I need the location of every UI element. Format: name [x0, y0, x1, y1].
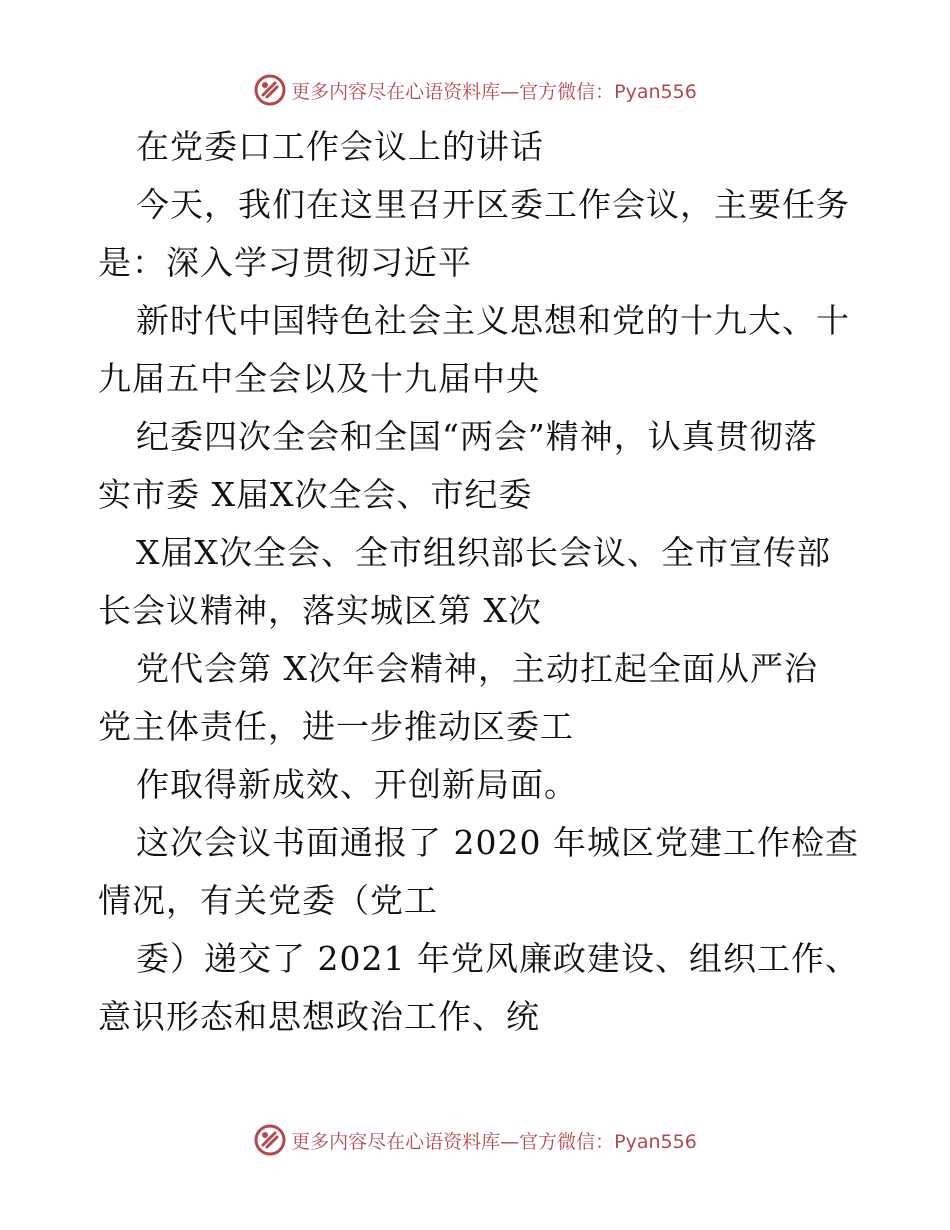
- document-body: [98, 118, 858, 1046]
- document-title: 在党委口工作会议上的讲话: [136, 127, 544, 166]
- text-line: 实市委 X届X次全会、市纪委: [98, 475, 533, 514]
- text-line: 纪委四次全会和全国“两会”精神，认真贯彻落: [136, 417, 818, 456]
- text-line: 委）递交了 2021 年党风廉政建设、组织工作、: [136, 939, 859, 978]
- text-line: 长会议精神，落实城区第 X次: [98, 591, 542, 630]
- text-line: 今天，我们在这里召开区委工作会议，主要任务: [136, 185, 850, 224]
- document-text: [98, 118, 858, 1046]
- text-line: 新时代中国特色社会主义思想和党的十九大、十: [136, 301, 850, 340]
- header-watermark: [0, 70, 950, 110]
- text-line: 作取得新成效、开创新局面。: [136, 765, 578, 804]
- text-line: 党主体责任，进一步推动区委工: [98, 707, 574, 746]
- text-line: 情况，有关党委（党工: [98, 881, 438, 920]
- text-line: 这次会议书面通报了 2020 年城区党建工作检查: [136, 823, 859, 862]
- text-line: 意识形态和思想政治工作、统: [98, 997, 540, 1036]
- seal-logo-icon: [253, 1123, 287, 1157]
- text-line: 九届五中全会以及十九届中央: [98, 359, 540, 398]
- watermark-text: 更多内容尽在心语资料库—官方微信：Pyan556: [291, 1130, 697, 1153]
- text-line: X届X次全会、全市组织部长会议、全市宣传部: [136, 533, 831, 572]
- watermark-text: 更多内容尽在心语资料库—官方微信：Pyan556: [291, 80, 697, 103]
- text-line: 是：深入学习贯彻习近平: [98, 243, 472, 282]
- footer-watermark: [0, 1120, 950, 1160]
- text-line: 党代会第 X次年会精神，主动扛起全面从严治: [136, 649, 818, 688]
- seal-logo-icon: [253, 73, 287, 107]
